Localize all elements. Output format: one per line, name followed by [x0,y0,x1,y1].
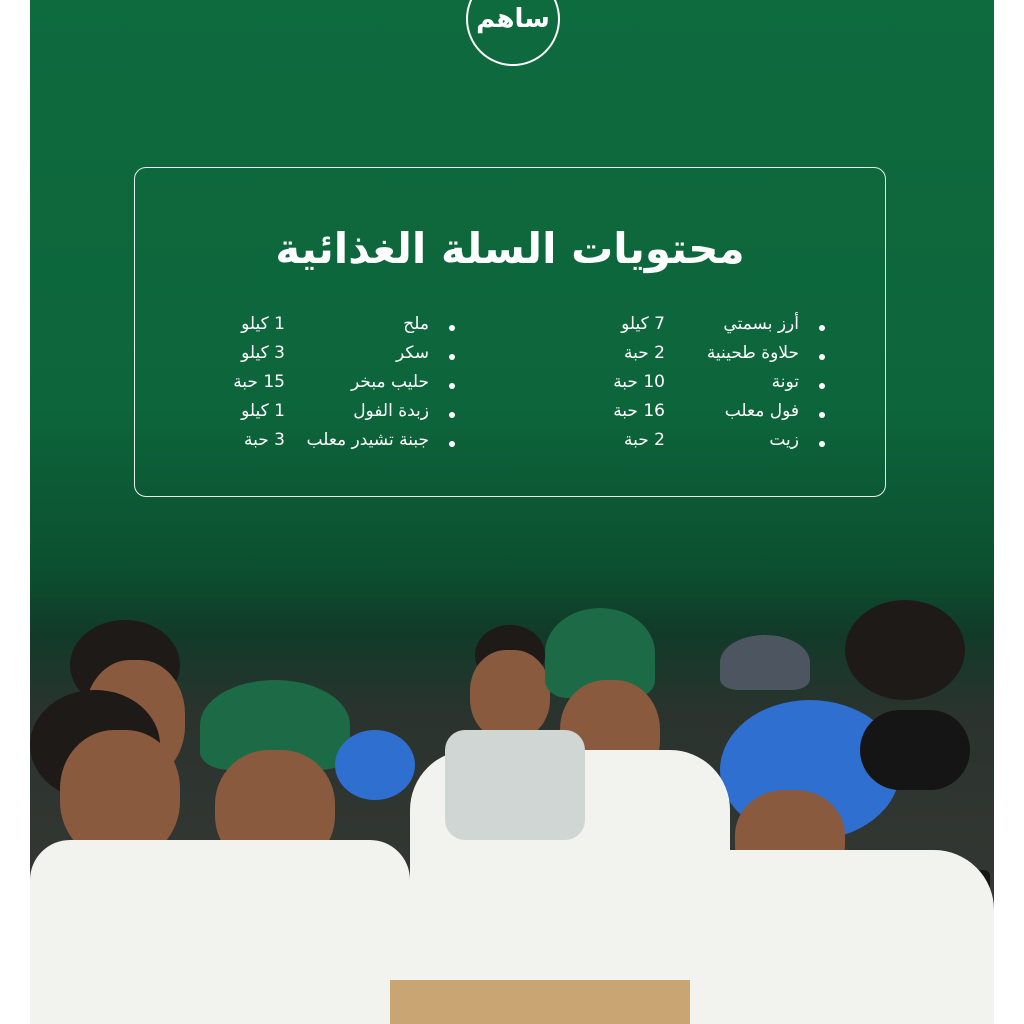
item-name: سكر [395,343,429,363]
list-item [535,343,825,372]
list-item [165,314,455,343]
list-item [165,401,455,430]
item-name: حلاوة طحينية [706,343,799,363]
list-item [165,372,455,401]
white-thobe [30,840,410,1024]
list-item [535,372,825,401]
bullet-icon [449,325,455,331]
bullet-icon [449,354,455,360]
gray-cap-icon [720,635,810,690]
volunteers-photo [30,600,994,1024]
bullet-icon [449,383,455,389]
bullet-icon [819,325,825,331]
list-item [535,314,825,343]
item-name: ملح [403,314,429,334]
item-qty: 10 حبة [613,372,665,392]
list-item [535,401,825,430]
item-qty: 1 كيلو [241,314,285,334]
item-qty: 7 كيلو [621,314,665,334]
items-column-left [165,314,455,459]
bullet-icon [819,412,825,418]
camera-icon [860,710,970,790]
list-item [165,430,455,459]
bullet-icon [819,441,825,447]
bullet-icon [819,354,825,360]
item-name: أرز بسمتي [723,314,799,334]
card-title: محتويات السلة الغذائية [275,224,745,273]
logo-text: ساهم [476,4,550,34]
list-item [535,430,825,459]
item-qty: 15 حبة [233,372,285,392]
volunteer-face [470,650,550,740]
list-item [165,343,455,372]
item-qty: 1 كيلو [241,401,285,421]
item-qty: 3 حبة [244,430,285,450]
sahim-logo [466,0,560,66]
item-qty: 2 حبة [624,430,665,450]
poster [30,0,994,1024]
item-name: تونة [771,372,799,392]
volunteer-head [845,600,965,700]
item-qty: 3 كيلو [241,343,285,363]
item-name: فول معلب [724,401,799,421]
item-name: زيت [769,430,799,450]
item-qty: 16 حبة [613,401,665,421]
hairnet-icon [335,730,415,800]
tuna-cans [445,730,585,840]
item-qty: 2 حبة [624,343,665,363]
bullet-icon [449,441,455,447]
food-box [390,980,690,1024]
items-column-right [535,314,825,459]
item-name: حليب مبخر [351,372,429,392]
food-basket-card [134,167,886,497]
bullet-icon [819,383,825,389]
item-name: جبنة تشيدر معلب [306,430,429,450]
bullet-icon [449,412,455,418]
item-name: زبدة الفول [353,401,429,421]
